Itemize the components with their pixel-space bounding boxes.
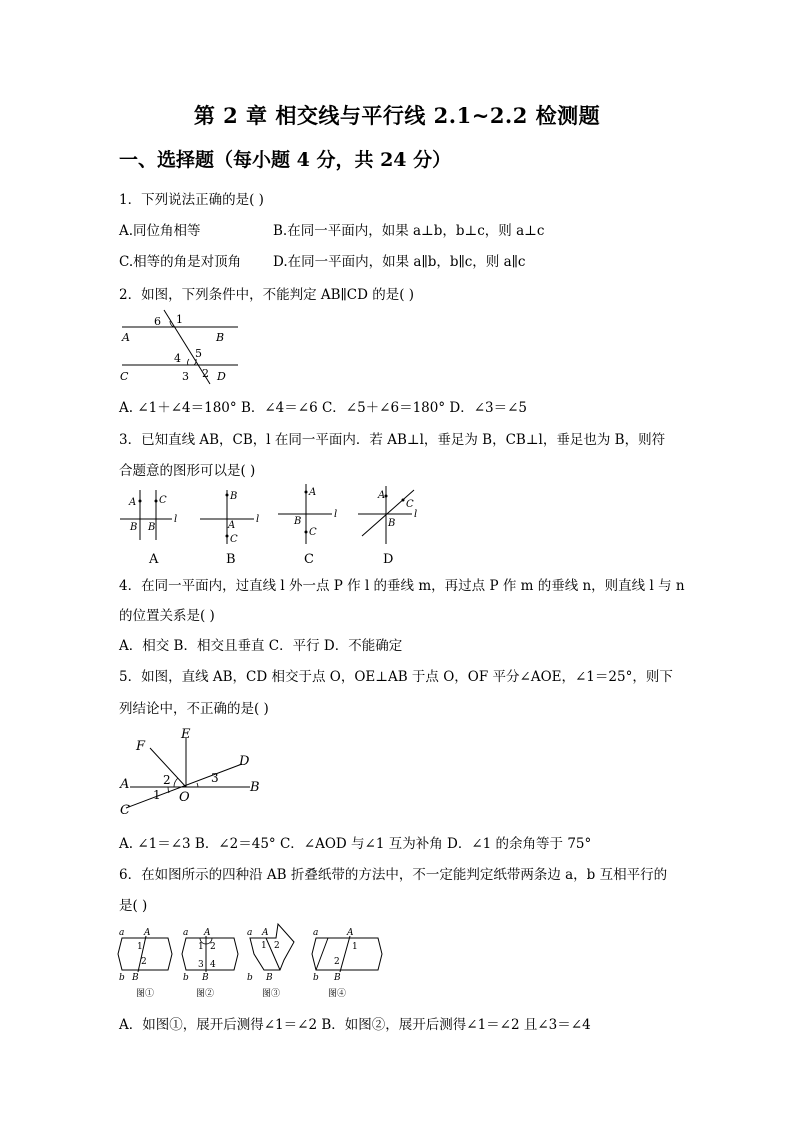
q5-label-F: F <box>136 739 146 754</box>
q4-stem-2: 的位置关系是( ) <box>119 608 215 624</box>
q5-options: A. ∠1＝∠3 B．∠2＝45° C．∠AOD 与∠1 互为补角 D．∠1 的余角等于 75° <box>119 836 592 852</box>
q2-options: A. ∠1＋∠4＝180° B．∠4＝∠6 C．∠5＋∠6＝180° D．∠3＝∠5 <box>119 400 528 416</box>
q6f3-label-2: 2 <box>274 941 280 951</box>
q3d-label-C: C <box>406 499 414 510</box>
q1-option-d: D.在同一平面内，如果 a∥b，b∥c，则 a∥c <box>273 254 526 270</box>
q6f4-label-a: a <box>313 928 319 938</box>
q3c-label-A: A <box>309 487 317 498</box>
q2-label-5: 5 <box>195 347 202 360</box>
q3b-label-B: B <box>230 491 238 502</box>
q5-label-2: 2 <box>163 773 171 787</box>
q3a-label-C: C <box>159 495 167 506</box>
q6f2-label-4: 4 <box>210 960 216 970</box>
q3-stem-1: 3．已知直线 AB，CB，l 在同一平面内．若 AB⊥l，垂足为 B，CB⊥l，垂足也为 B，则符 <box>119 432 666 448</box>
q6f1-label-b: b <box>119 973 125 983</box>
q6f3-label-b: b <box>247 973 253 983</box>
q6f3-label-1: 1 <box>261 941 267 951</box>
q6f4-label-b: b <box>313 973 319 983</box>
q6f2-label-a: a <box>183 928 189 938</box>
q6f4-label-2: 2 <box>334 957 340 967</box>
q3d-label-B: B <box>388 518 396 529</box>
q3c-label-l: l <box>334 509 338 520</box>
q5-label-D: D <box>239 754 250 769</box>
q6f2-label-3: 3 <box>198 960 204 970</box>
q5-label-3: 3 <box>211 771 219 785</box>
q2-label-D: D <box>217 370 226 383</box>
q2-label-6: 6 <box>154 315 161 328</box>
q3d-label-A: A <box>378 490 386 501</box>
q2-label-A: A <box>122 331 130 344</box>
q6f3-label-B: B <box>266 973 273 983</box>
q6-caption-3: 图③ <box>262 989 281 999</box>
q6f3-label-A: A <box>262 928 269 938</box>
q6-stem-1: 6．在如图所示的四种沿 AB 折叠纸带的方法中，不一定能判定纸带两条边 a，b 互相平行的 <box>119 867 668 883</box>
q3-caption-a: A <box>149 552 159 567</box>
q5-stem-1: 5．如图，直线 AB，CD 相交于点 O，OE⊥AB 于点 O，OF 平分∠AOE，∠1＝25°，则下 <box>119 669 673 685</box>
q3-caption-d: D <box>383 552 394 567</box>
q3-caption-c: C <box>304 552 314 567</box>
q6f4-label-A: A <box>347 928 354 938</box>
q3-figure-a <box>120 490 177 567</box>
q1-stem: 1．下列说法正确的是( ) <box>119 192 264 208</box>
q6-options: A．如图①，展开后测得∠1＝∠2 B．如图②，展开后测得∠1＝∠2 且∠3＝∠4 <box>119 1017 591 1033</box>
q3-option-figures <box>116 480 436 570</box>
q2-label-4: 4 <box>174 352 181 365</box>
q3b-label-l: l <box>256 514 260 525</box>
q2-parallel-lines-figure <box>116 308 246 386</box>
q5-label-C: C <box>120 803 130 818</box>
q3a-label-l: l <box>174 514 178 525</box>
q2-label-C: C <box>120 370 129 383</box>
section-heading: 一、选择题（每小题 4 分，共 24 分） <box>119 149 452 171</box>
q3a-label-B2: B <box>148 522 156 533</box>
q6-folded-strip-figures <box>116 916 386 1002</box>
q3-figure-b <box>200 490 259 567</box>
q5-label-B: B <box>250 780 260 795</box>
q6f4-label-B: B <box>334 973 341 983</box>
q4-options: A．相交 B．相交且垂直 C．平行 D．不能确定 <box>119 638 403 654</box>
q3c-label-B: B <box>294 516 302 527</box>
q3c-label-C: C <box>309 527 317 538</box>
q6-caption-1: 图① <box>136 989 155 999</box>
q6f3-label-a: a <box>247 928 253 938</box>
page-title: 第 2 章 相交线与平行线 2.1~2.2 检测题 <box>193 103 601 128</box>
q6-figure-4 <box>312 928 382 999</box>
q6-caption-4: 图④ <box>328 989 347 999</box>
q3-figure-c <box>278 484 337 567</box>
q6-stem-2: 是( ) <box>119 898 148 914</box>
q3-caption-b: B <box>226 552 236 567</box>
q5-intersecting-lines-figure <box>116 724 266 820</box>
q5-label-1: 1 <box>153 788 161 802</box>
q3-figure-d <box>358 486 417 567</box>
q2-stem: 2．如图，下列条件中，不能判定 AB∥CD 的是( ) <box>119 287 415 303</box>
q6f2-label-A: A <box>204 928 211 938</box>
q6f1-label-a: a <box>119 928 125 938</box>
q6f2-label-1: 1 <box>198 942 204 952</box>
q3b-label-A: A <box>228 520 236 531</box>
q1-option-b: B.在同一平面内，如果 a⊥b，b⊥c，则 a⊥c <box>273 223 545 239</box>
q6f1-label-2: 2 <box>141 957 147 967</box>
q6f1-label-B: B <box>132 973 139 983</box>
q5-label-E: E <box>181 727 191 742</box>
q3a-label-B1: B <box>130 522 138 533</box>
q3b-label-C: C <box>230 534 238 545</box>
q2-label-1: 1 <box>176 313 183 326</box>
q6f4-label-1: 1 <box>352 942 358 952</box>
q6-figure-2 <box>182 928 238 999</box>
q6f2-label-2: 2 <box>210 942 216 952</box>
q3-stem-2: 合题意的图形可以是( ) <box>119 463 256 479</box>
q1-option-c: C.相等的角是对顶角 <box>119 254 242 270</box>
q6-caption-2: 图② <box>196 989 215 999</box>
q3a-label-A: A <box>129 497 137 508</box>
q5-label-A: A <box>120 777 130 792</box>
q2-label-2: 2 <box>202 367 209 380</box>
q6f2-label-b: b <box>183 973 189 983</box>
q6f2-label-B: B <box>202 973 209 983</box>
q1-option-a: A.同位角相等 <box>119 223 201 239</box>
q2-label-B: B <box>216 331 225 344</box>
q6-figure-3 <box>247 924 294 999</box>
q6-figure-1 <box>118 928 172 999</box>
q2-label-3: 3 <box>182 370 189 383</box>
q5-stem-2: 列结论中，不正确的是( ) <box>119 701 269 717</box>
q3d-label-l: l <box>414 509 418 520</box>
q6f1-label-A: A <box>144 928 151 938</box>
q5-label-O: O <box>179 790 190 805</box>
q4-stem-1: 4．在同一平面内，过直线 l 外一点 P 作 l 的垂线 m，再过点 P 作 m 的垂线 n，则直线 l 与 n <box>119 578 685 594</box>
q6f1-label-1: 1 <box>137 942 143 952</box>
